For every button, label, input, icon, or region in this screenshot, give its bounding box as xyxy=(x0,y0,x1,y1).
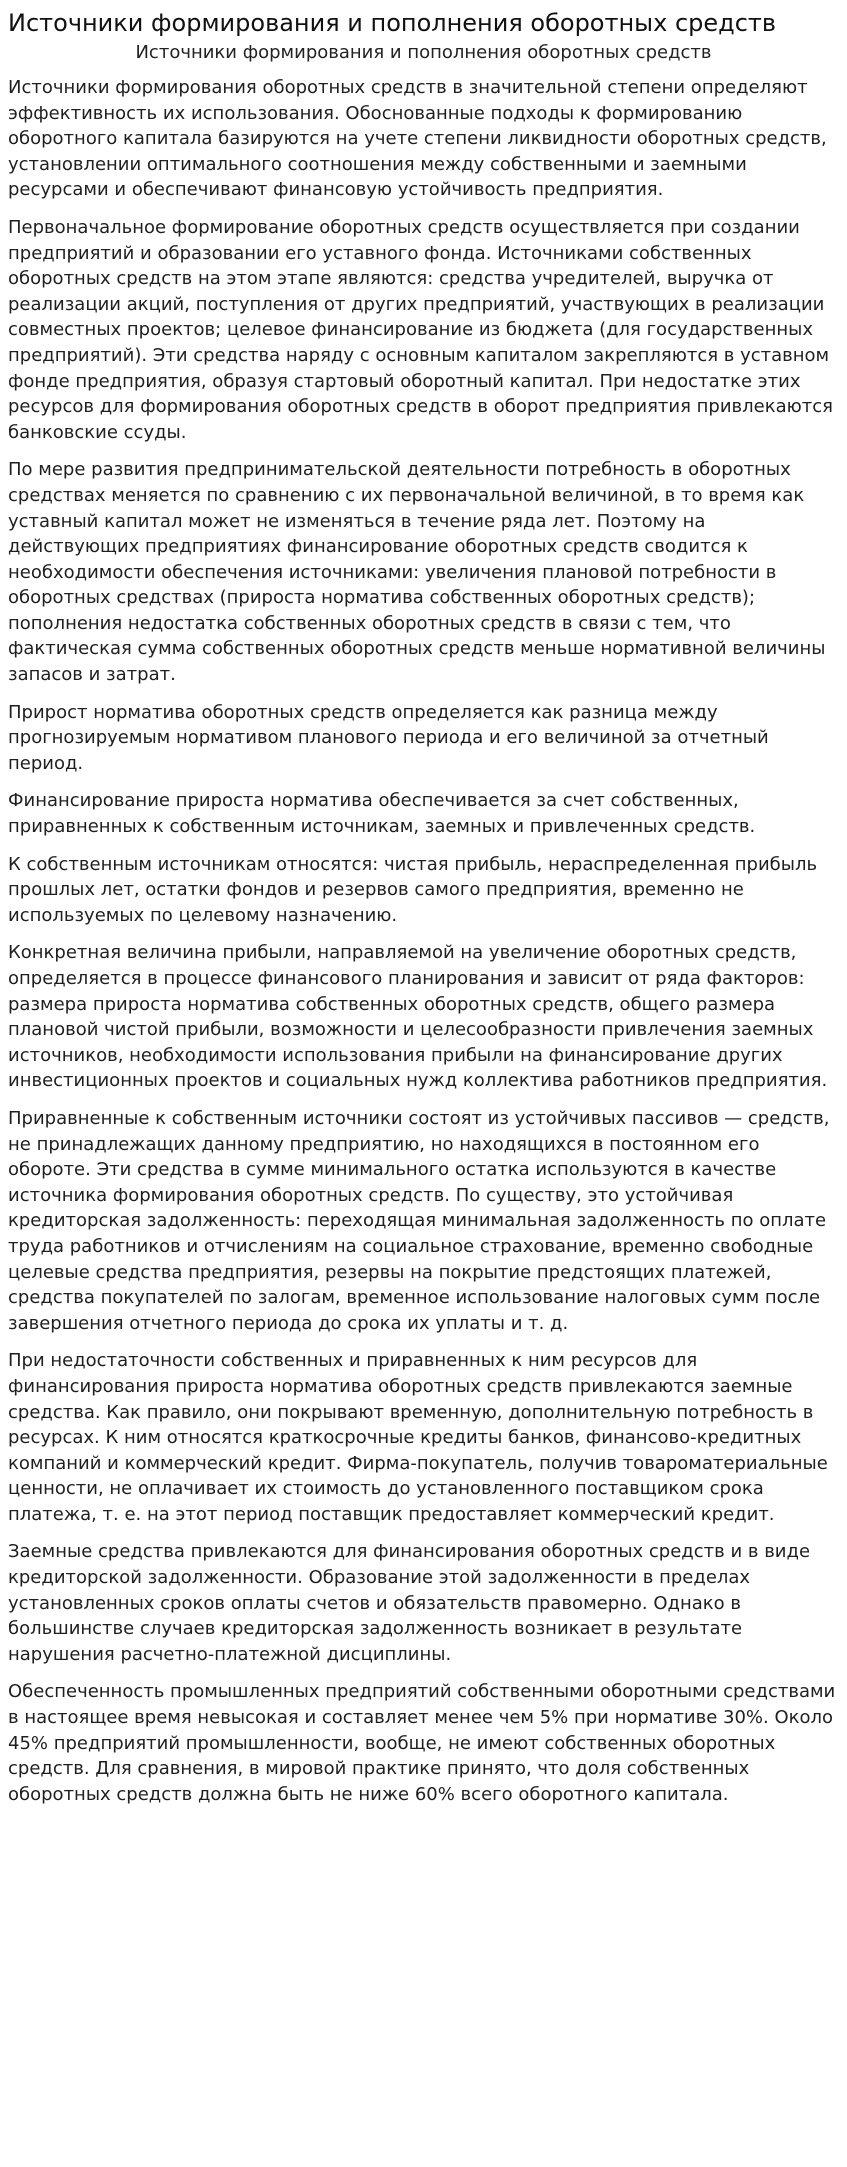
paragraph-1: Источники формирования оборотных средств в значительной степени определяют эффективность их использования. Обоснованные подходы к формированию оборотного капитала базируются на учете степени ликвидности оборотных средств, установлении оптимального соотношения между собственными и заемными ресурсами и обеспечивают финансовую устойчивость предприятия. xyxy=(8,77,827,201)
paragraph-3: По мере развития предпринимательской деятельности потребность в оборотных средствах меняется по сравнению с их первоначальной величиной, в то время как уставный капитал может не изменяться в течение ряда лет. Поэтому на действующих предприятиях финансирование оборотных средств сводится к необходимости обеспечения источниками: увеличения плановой потребности в оборотных средствах (прироста норматива собственных оборотных средств); пополнения недостатка собственных оборотных средств в связи с тем, что фактическая сумма собственных оборотных средств меньше нормативной величины запасов и затрат. xyxy=(8,459,826,686)
paragraph-2: Первоначальное формирование оборотных средств осуществляется при создании предприятий и образовании его уставного фонда. Источниками собственных оборотных средств на этом этапе являются: средства учредителей, выручка от реализации акций, поступления от других предприятий, участвующих в реализации совместных проектов; целевое финансирование из бюджета (для государственных предприятий). Эти средства наряду с основным капиталом закрепляются в уставном фонде предприятия, образуя стартовый оборотный капитал. При недостатке этих ресурсов для формирования оборотных средств в оборот предприятия привлекаются банковские ссуды. xyxy=(8,216,833,443)
paragraph-4: Прирост норматива оборотных средств определяется как разница между прогнозируемым нормативом планового периода и его величиной за отчетный период. xyxy=(8,701,769,774)
paragraph-10: Заемные средства привлекаются для финансирования оборотных средств и в виде кредиторской задолженности. Образование этой задолженности в пределах установленных сроков оплаты счетов и обязательств правомерно. Однако в большинстве случаев кредиторская задолженность возникает в результате нарушения расчетно-платежной дисциплины. xyxy=(8,1541,811,1665)
article-subtitle: Источники формирования и пополнения оборотных средств xyxy=(135,42,712,63)
paragraph-11: Обеспеченность промышленных предприятий собственными оборотными средствами в настоящее время невысокая и составляет менее чем 5% при нормативе 30%. Около 45% предприятий промышленности, вообще, не имеют собственных оборотных средств. Для сравнения, в мировой практике принято, что доля собственных оборотных средств должна быть не ниже 60% всего оборотного капитала. xyxy=(8,1681,836,1805)
paragraph-8: Приравненные к собственным источники состоят из устойчивых пассивов — средств, не принадлежащих данному предприятию, но находящихся в постоянном его обороте. Эти средства в сумме минимального остатка используются в качестве источника формирования оборотных средств. По существу, это устойчивая кредиторская задолженность: переходящая минимальная задолженность по оплате труда работников и отчислениям на социальное страхование, временно свободные целевые средства предприятия, резервы на покрытие предстоящих платежей, средства покупателей по залогам, временное использование налоговых сумм после завершения отчетного периода до срока их уплаты и т. д. xyxy=(8,1107,830,1334)
article-body xyxy=(8,75,839,1807)
paragraph-7: Конкретная величина прибыли, направляемой на увеличение оборотных средств, определяется в процессе финансового планирования и зависит от ряда факторов: размера прироста норматива собственных оборотных средств, общего размера плановой чистой прибыли, возможности и целесообразности привлечения заемных источников, необходимости использования прибыли на финансирование других инвестиционных проектов и социальных нужд коллектива работников предприятия. xyxy=(8,942,828,1092)
paragraph-6: К собственным источникам относятся: чистая прибыль, нераспределенная прибыль прошлых лет, остатки фондов и резервов самого предприятия, временно не используемых по целевому назначению. xyxy=(8,853,818,926)
page-title: Источники формирования и пополнения оборотных средств xyxy=(8,9,777,37)
paragraph-5: Финансирование прироста норматива обеспечивается за счет собственных, приравненных к собственным источникам, заемных и привлеченных средств. xyxy=(8,790,756,838)
paragraph-9: При недостаточности собственных и приравненных к ним ресурсов для финансирования прироста норматива оборотных средств привлекаются заемные средства. Как правило, они покрывают временную, дополнительную потребность в ресурсах. К ним относятся краткосрочные кредиты банков, финансово-кредитных компаний и коммерческий кредит. Фирма-покупатель, получив товароматериальные ценности, не оплачивает их стоимость до установленного поставщиком срока платежа, т. е. на этот период поставщик предоставляет коммерческий кредит. xyxy=(8,1350,828,1525)
